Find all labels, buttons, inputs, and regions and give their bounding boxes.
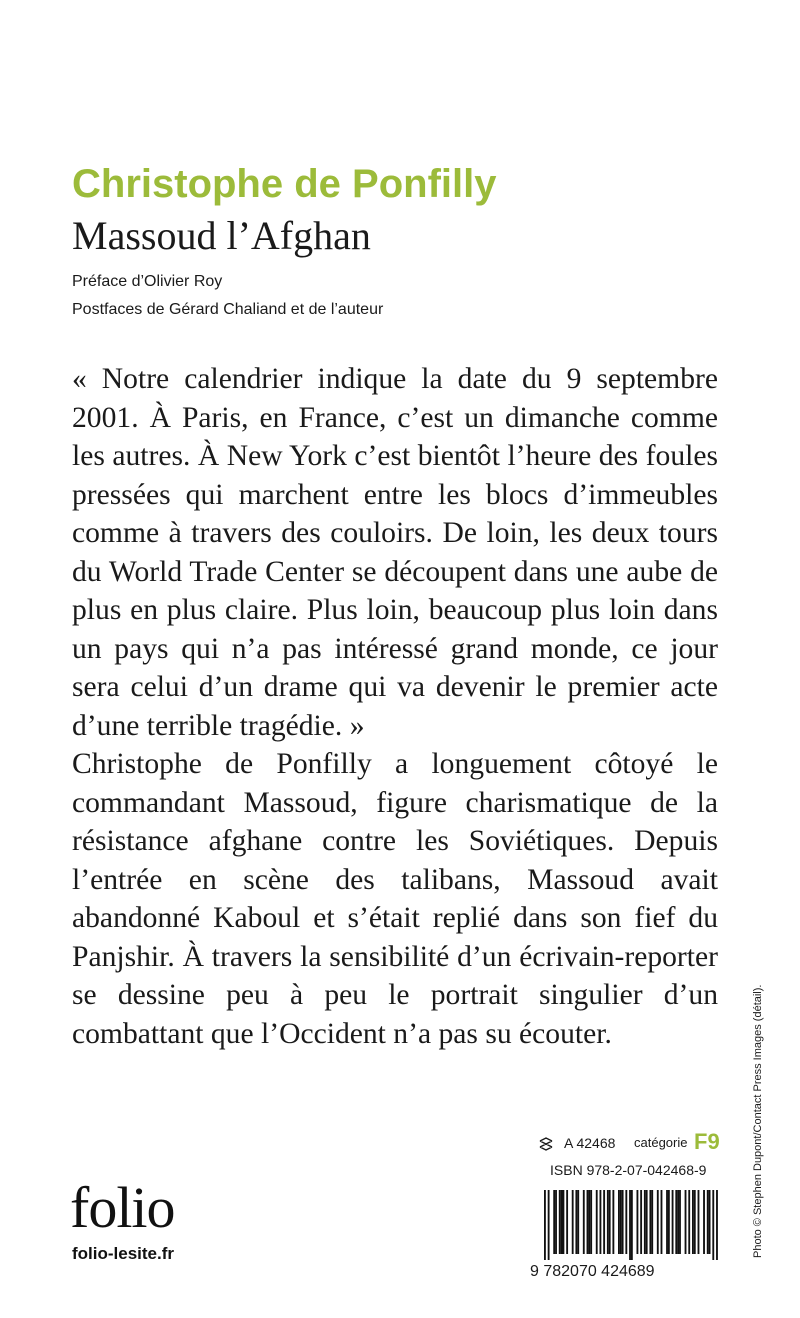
- barcode-bar: [622, 1190, 624, 1254]
- category-label: catégorie: [634, 1135, 688, 1150]
- barcode-bar: [548, 1190, 550, 1260]
- barcode-bar: [577, 1190, 579, 1254]
- barcode-bar: [612, 1190, 614, 1254]
- barcode-bar: [637, 1190, 639, 1254]
- barcode-bar: [640, 1190, 642, 1254]
- barcode-bar: [544, 1190, 546, 1260]
- barcode-bar: [572, 1190, 574, 1254]
- author-name: Christophe de Ponfilly: [72, 162, 497, 206]
- publisher-website: folio-lesite.fr: [72, 1244, 175, 1263]
- catalog-code: A 42468: [564, 1135, 616, 1151]
- preface-credit: Préface d’Olivier Roy: [72, 273, 223, 290]
- barcode-bar: [707, 1190, 709, 1254]
- barcode-bar: [716, 1190, 718, 1260]
- barcode-bar: [666, 1190, 668, 1254]
- barcode-bar: [651, 1190, 653, 1254]
- book-title: Massoud l’Afghan: [72, 213, 371, 258]
- barcode-bar: [555, 1190, 557, 1254]
- barcode-bar: [588, 1190, 590, 1254]
- barcode-bar: [559, 1190, 561, 1254]
- barcode-bar: [694, 1190, 696, 1254]
- barcode-bar: [625, 1190, 627, 1254]
- barcode-bar: [698, 1190, 700, 1254]
- barcode-bar: [607, 1190, 609, 1254]
- barcode-bar: [644, 1190, 646, 1254]
- category-code: F9: [694, 1129, 720, 1154]
- barcode-bar: [677, 1190, 679, 1254]
- barcode-bar: [590, 1190, 592, 1254]
- barcode-bar: [668, 1190, 670, 1254]
- barcode-bar: [609, 1190, 611, 1254]
- barcode-bar: [692, 1190, 694, 1254]
- barcode-bar: [712, 1190, 714, 1260]
- barcode-bar: [553, 1190, 555, 1254]
- barcode-bar: [561, 1190, 563, 1254]
- barcode-bar: [679, 1190, 681, 1254]
- barcode-bar: [685, 1190, 687, 1254]
- spine-symbol-icon: [538, 1136, 554, 1152]
- blurb: [72, 360, 718, 1053]
- barcode-bar: [631, 1190, 633, 1260]
- barcode-bar: [600, 1190, 602, 1254]
- barcode-bar: [672, 1190, 674, 1254]
- barcode-bar: [688, 1190, 690, 1254]
- barcode-bar: [675, 1190, 677, 1254]
- barcode-bar: [587, 1190, 589, 1254]
- barcode: [530, 1190, 724, 1280]
- catalog-row: [538, 1129, 720, 1157]
- barcode-bar: [646, 1190, 648, 1254]
- barcode-bar: [709, 1190, 711, 1254]
- barcode-bar: [661, 1190, 663, 1254]
- blurb-summary: Christophe de Ponfilly a longuement côtoyé le commandant Massoud, figure charismatique de la résistance afghane contre les Soviétiques. Depuis l’entrée en scène des talibans, Massoud avait abandonné Kaboul et s’était replié dans son fief du Panjshir. À travers la sensibilité d’un écrivain-reporter se dessine peu à peu le portrait singulier d’un combattant que l’Occident n’a pas su écouter.: [72, 748, 718, 1050]
- barcode-bars: [544, 1190, 718, 1260]
- barcode-bar: [618, 1190, 620, 1254]
- barcode-bar: [583, 1190, 585, 1254]
- postface-credit: Postfaces de Gérard Chaliand et de l’auteur: [72, 301, 384, 318]
- barcode-bar: [566, 1190, 568, 1254]
- barcode-digits: 9 782070 424689: [530, 1263, 655, 1280]
- barcode-bar: [575, 1190, 577, 1254]
- blurb-quote: « Notre calendrier indique la date du 9 septembre 2001. À Paris, en France, c’est un dimanche comme les autres. À New York c’est bientôt l’heure des foules pressées qui marchent entre les blocs d’immeubles comme à travers des couloirs. De loin, les deux tours du World Trade Center se découpent dans une aube de plus en plus claire. Plus loin, beaucoup plus loin dans un pays qui n’a pas intéressé grand monde, ce jour sera celui d’un drame qui va devenir le premier acte d’une terrible tragédie. »: [72, 363, 718, 742]
- barcode-bar: [563, 1190, 565, 1254]
- publisher-logo: folio: [70, 1175, 175, 1240]
- barcode-bar: [596, 1190, 598, 1254]
- barcode-bar: [629, 1190, 631, 1260]
- barcode-bar: [703, 1190, 705, 1254]
- barcode-bar: [649, 1190, 651, 1254]
- barcode-bar: [603, 1190, 605, 1254]
- photo-credit: Photo © Stephen Dupont/Contact Press Images (détail).: [752, 984, 764, 1258]
- isbn: ISBN 978-2-07-042468-9: [550, 1162, 707, 1178]
- barcode-bar: [657, 1190, 659, 1254]
- barcode-bar: [620, 1190, 622, 1254]
